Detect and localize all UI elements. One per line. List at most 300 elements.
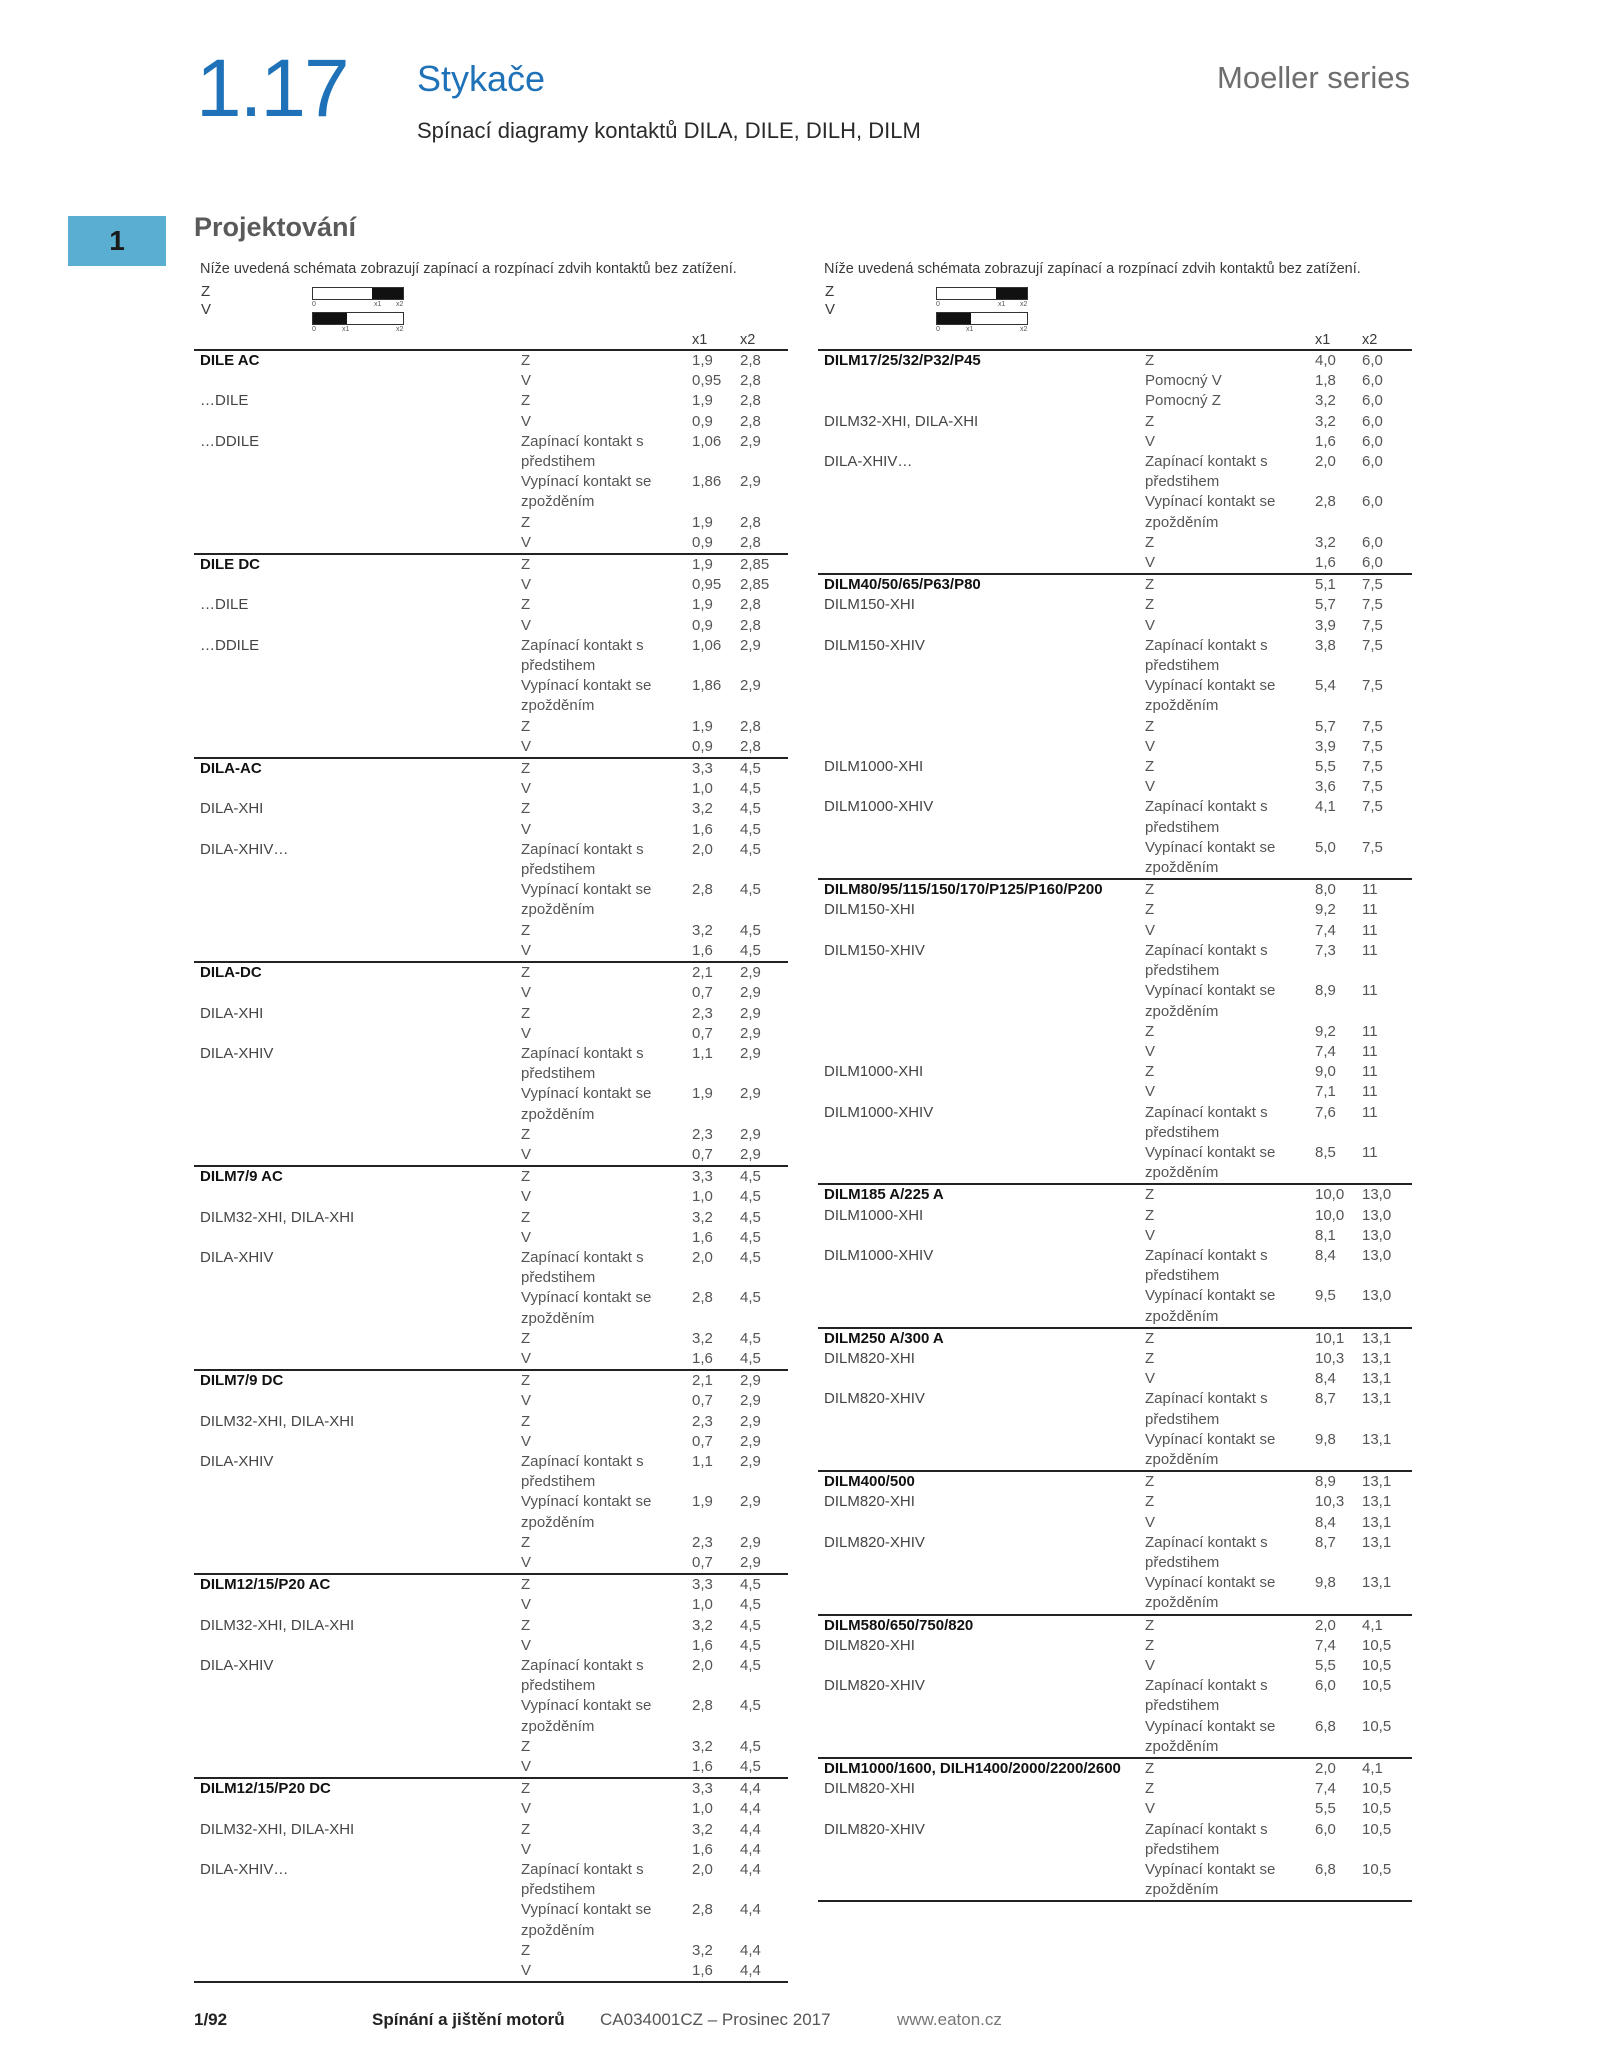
accessory-name: DILA-XHIV (200, 1657, 274, 1674)
page-heading: Projektování (194, 212, 357, 242)
x2-value: 4,4 (740, 1901, 761, 1919)
table-row (818, 1616, 1412, 1636)
x2-value: 13,1 (1362, 1513, 1392, 1531)
contact-type: Vypínací kontakt se zpožděním (521, 1697, 652, 1735)
x2-value: 13,1 (1362, 1574, 1392, 1592)
table-row (194, 1228, 788, 1248)
x2-value: 6,0 (1362, 412, 1383, 430)
accessory-name: …DDILE (200, 432, 260, 450)
legend-z-label: Z (201, 283, 211, 300)
x2-value: 11 (1362, 901, 1378, 919)
x2-value: 2,8 (740, 717, 761, 735)
table-row (194, 1391, 788, 1411)
contact-type: Z (521, 1780, 531, 1798)
x1-value: 7,4 (1315, 1636, 1336, 1654)
contactor-group (194, 1575, 788, 1779)
x1-value: 7,4 (1315, 1780, 1336, 1798)
table-row (194, 1248, 788, 1288)
x1-value: 0,7 (692, 1432, 713, 1450)
x2-value: 4,5 (740, 1657, 761, 1674)
x2-value: 10,5 (1362, 1677, 1392, 1695)
x2-value: 6,0 (1362, 392, 1383, 410)
contact-type: Zapínací kontakt s předstihem (521, 1452, 644, 1491)
accessory-name: DILM1000-XHIV (824, 1103, 934, 1121)
x2-value: 4,4 (740, 1820, 761, 1838)
x1-value: 1,9 (692, 513, 713, 531)
table-row (194, 1900, 788, 1940)
x1-value: 3,9 (1315, 616, 1336, 634)
x2-value: 2,9 (740, 1493, 761, 1511)
x1-value: 6,8 (1315, 1861, 1336, 1879)
tick-zero: 0 (936, 326, 940, 333)
contact-type: Zapínací kontakt s předstihem (1145, 798, 1268, 836)
x1-value: 1,0 (692, 1596, 713, 1614)
x2-value: 2,9 (740, 677, 761, 695)
table-row (818, 1513, 1412, 1533)
contactor-group (194, 759, 788, 963)
table-row (194, 1044, 788, 1084)
x1-value: 1,6 (692, 1228, 713, 1246)
table-row (194, 1412, 788, 1432)
contact-type: Zapínací kontakt s předstihem (521, 1044, 644, 1083)
x2-value: 13,0 (1362, 1206, 1392, 1224)
x1-value: 0,95 (692, 372, 722, 390)
section-title: Stykače (417, 58, 546, 99)
contact-type: Vypínací kontakt se zpožděním (1145, 1717, 1276, 1755)
table-row (818, 553, 1412, 573)
contact-type: Z (521, 392, 531, 410)
contact-type: V (521, 1840, 532, 1858)
x1-value: 1,6 (692, 820, 713, 838)
x2-value: 7,5 (1362, 798, 1383, 816)
device-name: DILM17/25/32/P32/P45 (824, 352, 981, 369)
contact-type: Z (1145, 1022, 1155, 1040)
table-row (818, 1185, 1412, 1205)
device-name: DILA-DC (200, 964, 262, 982)
x1-value: 1,06 (692, 432, 722, 450)
table-row (194, 941, 788, 961)
contact-type: Z (521, 1168, 531, 1186)
x2-value: 11 (1362, 1063, 1378, 1081)
table-row (818, 636, 1412, 676)
table-header (818, 332, 1412, 351)
contact-type: Vypínací kontakt se zpožděním (521, 1289, 652, 1327)
contact-type: Z (1145, 758, 1155, 776)
accessory-name: DILM820-XHIV (824, 1820, 925, 1838)
table-row (818, 981, 1412, 1021)
legend-v-label: V (825, 301, 836, 318)
contact-type: Z (521, 1941, 531, 1959)
x1-value: 1,6 (692, 1349, 713, 1367)
contact-type: Z (521, 1004, 531, 1022)
contact-type: Z (1145, 1780, 1155, 1798)
accessory-name: …DILE (200, 392, 249, 410)
contact-type: Z (521, 1737, 531, 1755)
table-row (818, 1779, 1412, 1799)
x2-value: 7,5 (1362, 778, 1383, 796)
x2-value: 2,8 (740, 513, 761, 531)
accessory-name: DILA-XHIV (200, 1248, 274, 1266)
table-row (818, 1799, 1412, 1819)
table-row (818, 1246, 1412, 1286)
x2-value: 7,5 (1362, 636, 1383, 654)
x2-value: 4,4 (740, 1840, 761, 1858)
x1-value: 3,3 (692, 1168, 713, 1186)
table-row (818, 351, 1412, 371)
contactor-group (818, 351, 1412, 575)
x2-value: 4,5 (740, 1616, 761, 1634)
x2-value: 6,0 (1362, 453, 1383, 471)
x1-value: 1,1 (692, 1044, 713, 1062)
tick-zero: 0 (936, 301, 940, 308)
x1-value: 1,9 (692, 352, 713, 369)
x2-value: 4,5 (740, 1289, 761, 1307)
contact-type: Z (521, 1533, 531, 1551)
contact-type: Vypínací kontakt se zpožděním (521, 881, 652, 919)
contact-type: Z (1145, 352, 1155, 369)
col-x1-header: x1 (1315, 332, 1331, 348)
table-header (194, 332, 788, 351)
x2-value: 4,5 (740, 1697, 761, 1715)
table-row (194, 1656, 788, 1696)
x2-value: 6,0 (1362, 554, 1383, 572)
table-row (818, 1492, 1412, 1512)
contact-type: Vypínací kontakt se zpožděním (521, 1901, 652, 1939)
table-row (194, 1757, 788, 1777)
contact-type: V (521, 1145, 532, 1163)
contact-type: V (1145, 1042, 1156, 1060)
contact-type: Zapínací kontakt s předstihem (1145, 636, 1268, 675)
table-row (194, 1575, 788, 1595)
table-row (194, 799, 788, 819)
device-name: DILE AC (200, 352, 260, 369)
x1-value: 1,6 (1315, 432, 1336, 450)
contact-type: V (1145, 1657, 1156, 1674)
x1-value: 9,2 (1315, 1022, 1336, 1040)
x2-value: 2,9 (740, 432, 761, 450)
table-row (194, 595, 788, 615)
x1-value: 3,2 (1315, 533, 1336, 551)
contactor-group (194, 963, 788, 1167)
x2-value: 11 (1362, 982, 1378, 1000)
tick-x2: x2 (396, 301, 404, 308)
contact-type: Z (1145, 1760, 1155, 1778)
contact-type: Vypínací kontakt se zpožděním (521, 1493, 652, 1531)
table-row (818, 1369, 1412, 1389)
device-name: DILM185 A/225 A (824, 1186, 944, 1204)
x1-value: 3,2 (692, 1737, 713, 1755)
table-row (194, 1167, 788, 1187)
contact-type: Pomocný Z (1145, 392, 1221, 410)
device-name: DILM580/650/750/820 (824, 1616, 974, 1634)
contact-type: Z (521, 717, 531, 735)
device-name: DILM250 A/300 A (824, 1329, 944, 1347)
table-row (194, 779, 788, 799)
x2-value: 2,8 (740, 616, 761, 634)
legend-z-label: Z (825, 283, 835, 300)
x1-value: 0,7 (692, 1553, 713, 1571)
x1-value: 10,0 (1315, 1206, 1345, 1224)
table-row (194, 1737, 788, 1757)
table-row (818, 1286, 1412, 1326)
x1-value: 9,0 (1315, 1063, 1336, 1081)
contact-type: Z (1145, 1636, 1155, 1654)
contact-type: Z (521, 1820, 531, 1838)
x1-value: 8,0 (1315, 881, 1336, 899)
contact-type: Z (521, 800, 531, 818)
x1-value: 9,8 (1315, 1430, 1336, 1448)
x2-value: 2,9 (740, 1553, 761, 1571)
x1-value: 3,9 (1315, 737, 1336, 755)
tick-x2: x2 (1020, 326, 1028, 333)
table-row (818, 1573, 1412, 1613)
accessory-name: DILA-XHIV… (200, 840, 289, 858)
z-stroke-bar (936, 287, 1028, 300)
contact-type: Z (521, 1208, 531, 1226)
x1-value: 0,9 (692, 412, 713, 430)
x1-value: 3,2 (1315, 412, 1336, 430)
x1-value: 2,8 (1315, 493, 1336, 511)
contact-type: V (1145, 616, 1156, 634)
table-row (818, 1636, 1412, 1656)
accessory-name: DILM32-XHI, DILA-XHI (200, 1616, 355, 1634)
table-row (818, 838, 1412, 878)
x2-value: 2,9 (740, 1412, 761, 1430)
accessory-name: DILM150-XHIV (824, 636, 925, 654)
table-row (194, 1779, 788, 1799)
contact-type: V (521, 820, 532, 838)
x1-value: 8,5 (1315, 1143, 1336, 1161)
x2-value: 10,5 (1362, 1820, 1392, 1838)
x1-value: 9,2 (1315, 901, 1336, 919)
x1-value: 3,2 (692, 800, 713, 818)
table-row (194, 1616, 788, 1636)
contact-type: Zapínací kontakt s předstihem (1145, 453, 1268, 491)
v-stroke-fill (937, 313, 971, 324)
table-row (194, 472, 788, 512)
x2-value: 4,5 (740, 941, 761, 959)
x2-value: 2,9 (740, 1145, 761, 1163)
table-row (194, 1860, 788, 1900)
footer-url[interactable]: www.eaton.cz (897, 2010, 1002, 2029)
stroke-legend (818, 284, 1412, 332)
table-row (194, 1024, 788, 1044)
contact-type: V (1145, 921, 1156, 939)
table-row (194, 391, 788, 411)
x2-value: 4,5 (740, 1168, 761, 1186)
contact-type: Zapínací kontakt s předstihem (1145, 1677, 1268, 1715)
table-row (194, 880, 788, 920)
table-row (194, 963, 788, 983)
footer-title: Spínání a jištění motorů (372, 2010, 565, 2029)
contact-type: V (521, 372, 532, 390)
x2-value: 4,5 (740, 1208, 761, 1226)
x1-value: 1,0 (692, 1800, 713, 1818)
contact-type: V (521, 1636, 532, 1654)
contact-type: V (1145, 778, 1156, 796)
legend-intro: Níže uvedená schémata zobrazují zapínací a rozpínací zdvih kontaktů bez zatížení. (824, 261, 1361, 277)
x2-value: 4,5 (740, 1737, 761, 1755)
x1-value: 3,8 (1315, 636, 1336, 654)
table-row (818, 1329, 1412, 1349)
contact-type: Z (521, 1616, 531, 1634)
contact-type: Vypínací kontakt se zpožděním (1145, 1143, 1276, 1182)
x1-value: 3,2 (1315, 392, 1336, 410)
footer-page-number: 1/92 (194, 2010, 228, 2029)
table-row (818, 616, 1412, 636)
contact-type: V (521, 780, 532, 798)
table-row (194, 371, 788, 391)
contactor-group (194, 1779, 788, 1983)
x1-value: 2,8 (692, 1697, 713, 1715)
x2-value: 7,5 (1362, 737, 1383, 755)
accessory-name: DILM150-XHI (824, 596, 915, 614)
brand-label: Moeller series (1217, 60, 1410, 95)
x2-value: 2,8 (740, 737, 761, 755)
tick-x1: x1 (998, 301, 1006, 308)
table-row (194, 983, 788, 1003)
x2-value: 7,5 (1362, 717, 1383, 735)
contact-type: Zapínací kontakt s předstihem (1145, 1103, 1268, 1141)
x1-value: 7,4 (1315, 921, 1336, 939)
x2-value: 13,1 (1362, 1493, 1392, 1511)
x2-value: 2,9 (740, 1392, 761, 1410)
x2-value: 10,5 (1362, 1717, 1392, 1735)
contact-type: V (521, 1188, 532, 1206)
contact-type: V (521, 533, 532, 551)
contact-type: Vypínací kontakt se zpožděním (521, 677, 652, 715)
tick-x2: x2 (396, 326, 404, 333)
accessory-name: …DILE (200, 596, 249, 614)
x1-value: 2,0 (1315, 1616, 1336, 1634)
x2-value: 4,5 (740, 840, 761, 858)
contact-type: Z (1145, 1206, 1155, 1224)
contact-type: Z (1145, 901, 1155, 919)
x2-value: 2,9 (740, 1533, 761, 1551)
left-column (194, 258, 788, 1983)
x1-value: 5,0 (1315, 838, 1336, 856)
x1-value: 1,6 (692, 941, 713, 959)
x2-value: 4,4 (740, 1800, 761, 1818)
table-row (818, 412, 1412, 432)
x1-value: 2,0 (692, 840, 713, 858)
x2-value: 4,1 (1362, 1616, 1383, 1634)
table-row (194, 1004, 788, 1024)
contactor-group (818, 575, 1412, 880)
table-row (194, 1820, 788, 1840)
x1-value: 1,9 (692, 717, 713, 735)
x1-value: 10,1 (1315, 1329, 1345, 1347)
col-x2-header: x2 (1362, 332, 1378, 348)
x1-value: 3,2 (692, 1941, 713, 1959)
contact-type: Vypínací kontakt se zpožděním (1145, 1861, 1276, 1899)
accessory-name: DILM820-XHI (824, 1636, 915, 1654)
x1-value: 2,0 (692, 1861, 713, 1879)
contact-type: Vypínací kontakt se zpožděním (1145, 1430, 1276, 1468)
section-subtitle: Spínací diagramy kontaktů DILA, DILE, DILH, DILM (417, 118, 921, 143)
x2-value: 2,9 (740, 984, 761, 1002)
contact-type: Zapínací kontakt s předstihem (1145, 1820, 1268, 1858)
contactor-group (818, 1185, 1412, 1328)
contactor-group (194, 555, 788, 759)
x1-value: 10,3 (1315, 1493, 1345, 1511)
x1-value: 5,4 (1315, 677, 1336, 695)
z-ticks (312, 301, 412, 309)
table-row (818, 533, 1412, 553)
contact-type: Z (521, 921, 531, 939)
table-row (818, 371, 1412, 391)
x2-value: 4,5 (740, 881, 761, 899)
table-row (818, 717, 1412, 737)
table-row (194, 1840, 788, 1860)
z-ticks (936, 301, 1036, 309)
x2-value: 2,9 (740, 636, 761, 654)
table-row (194, 676, 788, 716)
table-row (194, 1208, 788, 1228)
x1-value: 1,0 (692, 780, 713, 798)
contactor-group (818, 880, 1412, 1185)
x1-value: 6,0 (1315, 1820, 1336, 1838)
x2-value: 4,4 (740, 1941, 761, 1959)
x2-value: 10,5 (1362, 1636, 1392, 1654)
table-row (818, 1082, 1412, 1102)
contact-type: V (1145, 1800, 1156, 1818)
table-row (818, 1022, 1412, 1042)
device-name: DILM12/15/P20 AC (200, 1576, 331, 1594)
contact-type: V (521, 1432, 532, 1450)
x2-value: 13,1 (1362, 1473, 1392, 1491)
accessory-name: DILA-XHI (200, 1004, 264, 1022)
table-row (194, 1084, 788, 1124)
x1-value: 5,5 (1315, 1800, 1336, 1818)
table-row (818, 1820, 1412, 1860)
table-row (194, 533, 788, 553)
contact-type: Vypínací kontakt se zpožděním (1145, 493, 1276, 531)
table-row (818, 492, 1412, 532)
x2-value: 6,0 (1362, 533, 1383, 551)
contact-type: V (521, 1349, 532, 1367)
chapter-tab[interactable]: 1 (68, 216, 166, 266)
device-name: DILM40/50/65/P63/P80 (824, 576, 981, 594)
accessory-name: DILA-XHIV (200, 1452, 274, 1470)
contact-type: Z (1145, 412, 1155, 430)
x1-value: 5,7 (1315, 717, 1336, 735)
x2-value: 11 (1362, 1143, 1378, 1161)
x1-value: 8,9 (1315, 982, 1336, 1000)
x1-value: 2,8 (692, 881, 713, 899)
device-name: DILM7/9 AC (200, 1168, 283, 1186)
x1-value: 1,9 (692, 556, 713, 574)
device-name: DILM1000/1600, DILH1400/2000/2200/2600 (824, 1760, 1121, 1778)
accessory-name: DILM820-XHI (824, 1493, 915, 1511)
table-row (194, 737, 788, 757)
table-row (194, 1961, 788, 1981)
table-row (194, 1595, 788, 1615)
accessory-name: DILA-XHIV… (824, 453, 913, 471)
x2-value: 2,9 (740, 1024, 761, 1042)
contact-type: Zapínací kontakt s předstihem (521, 1657, 644, 1695)
x2-value: 4,5 (740, 820, 761, 838)
x2-value: 2,9 (740, 1125, 761, 1143)
x1-value: 3,2 (692, 1820, 713, 1838)
x2-value: 4,4 (740, 1780, 761, 1798)
x1-value: 1,6 (1315, 554, 1336, 572)
table-row (818, 1430, 1412, 1470)
contact-type: V (521, 1962, 532, 1980)
accessory-name: DILM1000-XHI (824, 758, 924, 776)
x2-value: 4,5 (740, 1576, 761, 1594)
contactor-group (818, 1759, 1412, 1902)
